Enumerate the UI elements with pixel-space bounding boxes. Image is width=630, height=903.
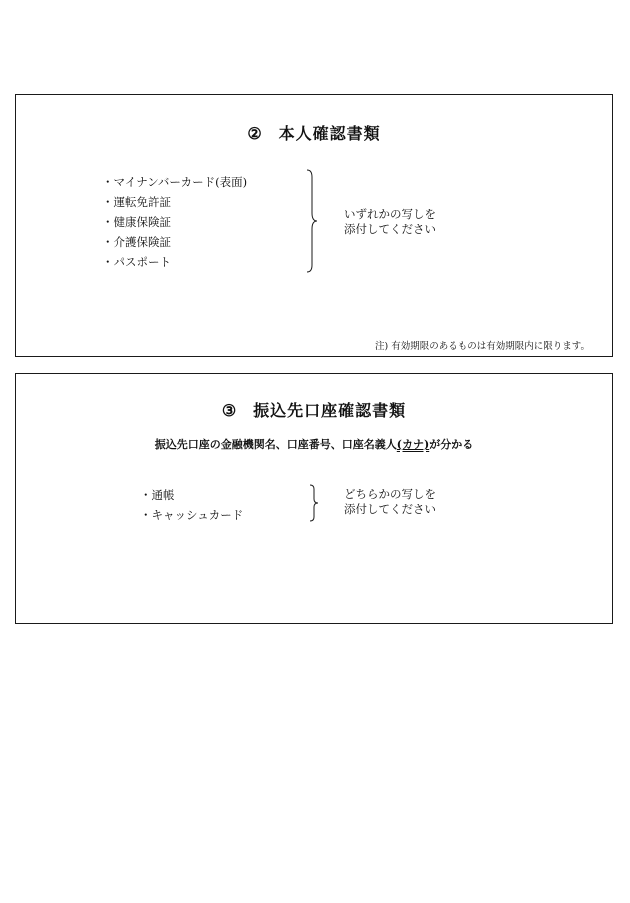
note-line: 添付してください (344, 502, 436, 516)
identity-document-list (102, 172, 247, 272)
identity-documents-box (15, 94, 613, 357)
section-number: ③ (221, 401, 238, 420)
identity-note (344, 207, 436, 237)
list-item: ・ 介護保険証 (102, 232, 247, 252)
requirement-text: 振込先口座の金融機関名、口座番号、口座名義人 (154, 438, 397, 451)
list-item: ・ 通帳 (140, 485, 243, 505)
identity-documents-title (16, 121, 612, 144)
section-title: 振込先口座確認書類 (253, 401, 407, 420)
note-line: どちらかの写しを (344, 487, 436, 501)
validity-footnote: 注) 有効期限のあるものは有効期限内に限ります。 (375, 341, 590, 352)
bank-document-list (140, 485, 243, 525)
list-item: ・ 運転免許証 (102, 192, 247, 212)
list-item: ・ 健康保険証 (102, 212, 247, 232)
right-brace-icon (308, 484, 320, 522)
list-item: ・ キャッシュカード (140, 505, 243, 525)
right-brace-icon (305, 169, 319, 273)
list-item: ・ マイナンバーカード(表面) (102, 172, 247, 192)
bank-account-requirement (16, 436, 612, 452)
requirement-underlined-text: (カナ) (396, 438, 430, 451)
note-line: いずれかの写しを (344, 207, 436, 221)
bank-account-documents-box (15, 373, 613, 624)
note-line: 添付してください (344, 222, 436, 236)
requirement-text-end: が分かる (429, 438, 474, 451)
bank-account-documents-title (16, 398, 612, 421)
bank-note (344, 487, 436, 517)
list-item: ・ パスポート (102, 252, 247, 272)
section-number: ② (247, 124, 263, 143)
section-title: 本人確認書類 (278, 124, 381, 143)
